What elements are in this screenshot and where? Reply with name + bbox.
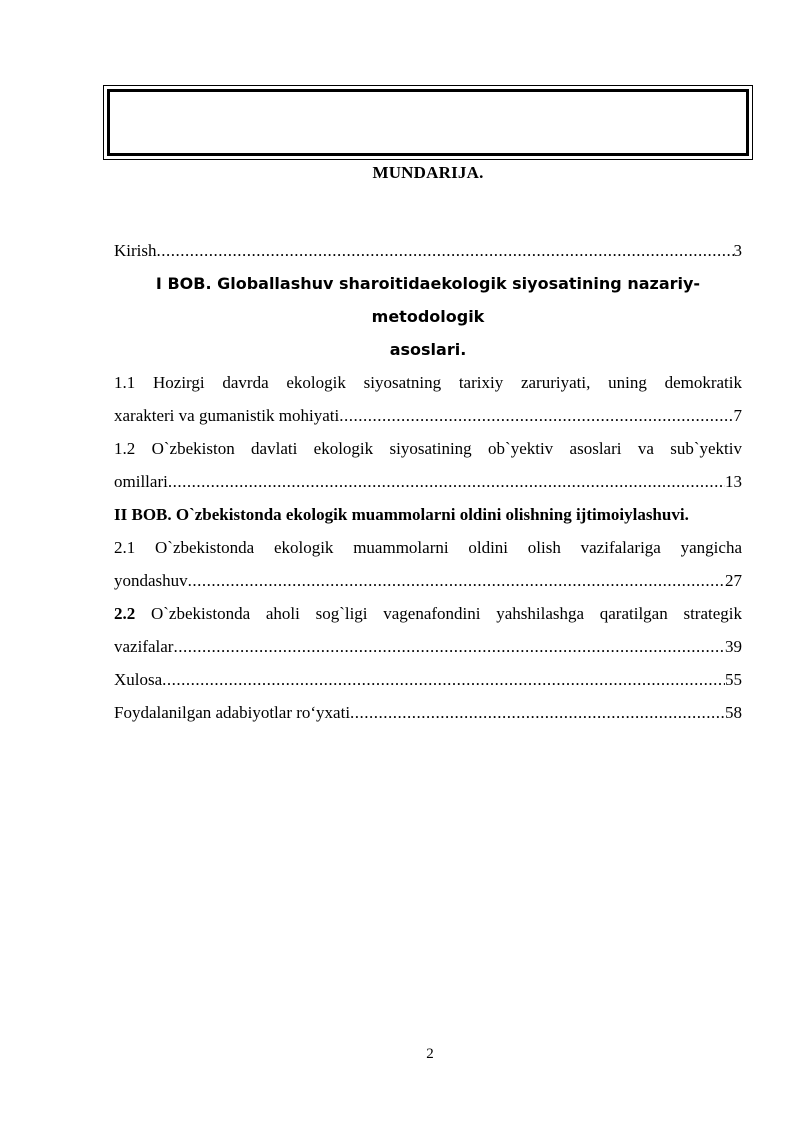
toc-entry-label: Xulosa <box>114 670 163 689</box>
toc-entry-label: Foydalanilgan adabiyotlar ro‘yxati <box>114 703 351 722</box>
chapter-1-title-line1: I BOB. Globallashuv sharoitidaekologik siyosatining nazariy-metodologik <box>155 274 701 326</box>
toc-title: MUNDARIJA. <box>372 163 484 182</box>
section-number: 2.2 <box>114 604 136 623</box>
dot-leader <box>162 663 725 696</box>
toc-entry-page: 13 <box>725 472 742 491</box>
toc-entry-label: yondashuv <box>114 571 188 590</box>
header-frame-inner <box>107 89 749 156</box>
toc-entry-label: omillari <box>114 472 168 491</box>
toc-entry-1-2-line2 <box>114 465 742 498</box>
section-title-line1: O`zbekistonda aholi sog`ligi vagenafondini yahshilashga qaratilgan strategik <box>150 604 742 623</box>
toc-entry-1-1-line2 <box>114 399 742 432</box>
toc-entry-1-1[interactable] <box>114 366 742 432</box>
toc-entry-1-2-line1: 1.2 O`zbekiston davlati ekologik siyosatining ob`yektiv asoslari va sub`yektiv <box>114 439 742 458</box>
toc-entry-1-2[interactable] <box>114 432 742 498</box>
toc-entry-label: vazifalar <box>114 637 174 656</box>
toc-entry-2-2-line2 <box>114 630 742 663</box>
toc-entry-page: 3 <box>733 241 742 260</box>
dot-leader <box>173 630 725 663</box>
toc-chapter-2[interactable]: II BOB. O`zbekistonda ekologik muammolarni oldini olishning ijtimoiylashuvi. <box>114 505 689 524</box>
toc-entry-2-2-line1 <box>114 597 742 630</box>
dot-leader <box>188 564 725 597</box>
toc-entry-page: 7 <box>733 406 742 425</box>
toc-entry-references[interactable] <box>114 696 742 729</box>
toc-entry-page: 39 <box>725 637 742 656</box>
dot-leader <box>168 465 725 498</box>
toc-entry-label: Kirish <box>114 241 157 260</box>
toc-entry-2-1-line2 <box>114 564 742 597</box>
toc-entry-label: xarakteri va gumanistik mohiyati <box>114 406 340 425</box>
toc-entry-2-1[interactable] <box>114 531 742 597</box>
dot-leader <box>339 399 733 432</box>
toc-entry-2-2[interactable] <box>114 597 742 663</box>
chapter-1-title-line2: asoslari. <box>389 340 467 359</box>
dot-leader <box>350 696 725 729</box>
toc-entry-intro[interactable] <box>114 234 742 267</box>
toc-entry-1-1-line1: 1.1 Hozirgi davrda ekologik siyosatning tarixiy zaruriyati, uning demokratik <box>114 373 742 392</box>
toc-entry-page: 55 <box>725 670 742 689</box>
page-number: 2 <box>426 1046 434 1062</box>
toc-entry-page: 27 <box>725 571 742 590</box>
toc-chapter-1[interactable] <box>114 267 742 366</box>
header-frame <box>103 85 753 160</box>
toc-entry-page: 58 <box>725 703 742 722</box>
dot-leader <box>157 234 734 267</box>
table-of-contents <box>114 234 742 729</box>
toc-entry-conclusion[interactable] <box>114 663 742 696</box>
toc-entry-2-1-line1: 2.1 O`zbekistonda ekologik muammolarni oldini olish vazifalariga yangicha <box>114 538 742 557</box>
